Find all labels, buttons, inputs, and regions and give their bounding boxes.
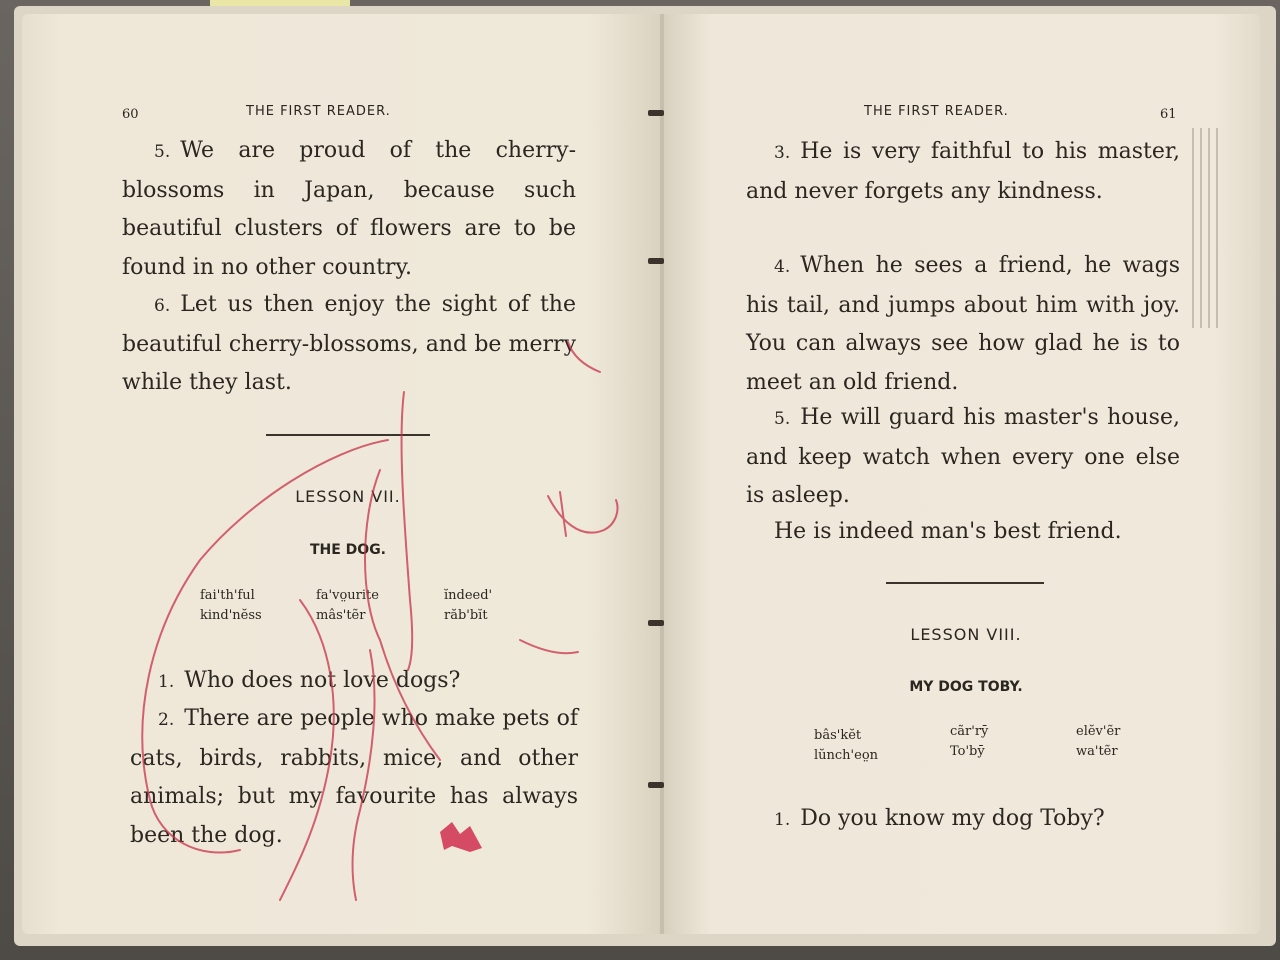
paragraph-text: When he sees a friend, he wags his tail, and jumps about him with joy. You can always see how glad he is to meet an old friend. <box>746 253 1180 395</box>
vocab-column-1 <box>200 586 262 626</box>
section-rule <box>886 582 1044 584</box>
lesson-title: MY DOG TOBY. <box>909 679 1023 695</box>
lesson-title: THE DOG. <box>309 542 387 558</box>
right-paragraph-5 <box>746 399 1180 516</box>
vocab-word: cãr'rȳ <box>950 724 989 739</box>
paragraph-text: He will guard his master's house, and keep watch when every one else is asleep. <box>746 405 1180 508</box>
paragraph-number: 2. <box>158 710 175 730</box>
left-paragraph-6 <box>122 286 576 403</box>
left-running-header: THE FIRST READER. <box>246 104 391 119</box>
vocab-word: ĭndeed' <box>444 588 493 603</box>
binding-stitch <box>648 258 664 264</box>
right-page <box>664 14 1260 934</box>
left-page-number: 60 <box>122 107 139 122</box>
right-paragraph-closing <box>774 513 1180 552</box>
vocab-column-3 <box>1076 722 1120 762</box>
vocab-column-3 <box>444 586 492 626</box>
left-page <box>22 14 664 934</box>
section-rule <box>266 434 430 436</box>
paragraph-text: We are proud of the cherry-blossoms in Japan, because such beautiful clusters of flowers are to be found in no other country. <box>122 138 576 280</box>
left-paragraph-5 <box>122 132 576 287</box>
paragraph-number: 1. <box>774 810 791 830</box>
paragraph-number: 3. <box>774 143 791 163</box>
faded-margin-pencil-note <box>1186 128 1222 358</box>
vocab-word: fa'vo̤urite <box>316 588 379 603</box>
right-body-1 <box>746 800 1180 840</box>
paragraph-text: He is indeed man's best friend. <box>774 519 1122 544</box>
binding-stitch <box>648 110 664 116</box>
vocab-column-2 <box>316 586 379 626</box>
lesson-label: LESSON VII. <box>295 487 401 506</box>
paragraph-text: There are people who make pets of cats, birds, rabbits, mice, and other animals; but my favourite has always been the dog. <box>130 706 578 848</box>
vocab-word: To'bȳ <box>950 744 985 759</box>
paragraph-number: 5. <box>774 409 791 429</box>
vocab-word: elĕv'ẽr <box>1076 724 1121 739</box>
vocab-word: bâs'kĕt <box>814 728 862 743</box>
paragraph-number: 4. <box>774 257 791 277</box>
paragraph-number: 5. <box>154 142 171 162</box>
paragraph-text: Let us then enjoy the sight of the beautiful cherry-blossoms, and be merry while they last. <box>122 292 576 395</box>
right-running-header: THE FIRST READER. <box>864 104 1009 119</box>
right-page-number: 61 <box>1160 107 1177 122</box>
vocab-word: kind'nĕss <box>200 608 262 623</box>
vocab-word: răb'bĭt <box>444 608 488 623</box>
vocab-column-1 <box>814 726 878 766</box>
vocab-word: lŭnch'eo̤n <box>814 748 879 763</box>
paragraph-text: He is very faithful to his master, and never forgets any kindness. <box>746 139 1180 204</box>
paragraph-number: 6. <box>154 296 171 316</box>
vocab-word: fai'th'ful <box>200 588 255 603</box>
vocab-word: wa'tẽr <box>1076 744 1118 759</box>
binding-stitch <box>648 782 664 788</box>
vocab-word: mâs'tẽr <box>316 608 366 623</box>
right-paragraph-3 <box>746 133 1180 211</box>
paragraph-text: Do you know my dog Toby? <box>800 806 1105 831</box>
right-paragraph-4 <box>746 247 1180 402</box>
left-body-1 <box>130 662 578 702</box>
paragraph-text: Who does not love dogs? <box>184 668 461 693</box>
paragraph-number: 1. <box>158 672 175 692</box>
lesson-label: LESSON VIII. <box>910 625 1022 644</box>
vocab-column-2 <box>950 722 988 762</box>
left-body-2 <box>130 700 578 855</box>
binding-stitch <box>648 620 664 626</box>
